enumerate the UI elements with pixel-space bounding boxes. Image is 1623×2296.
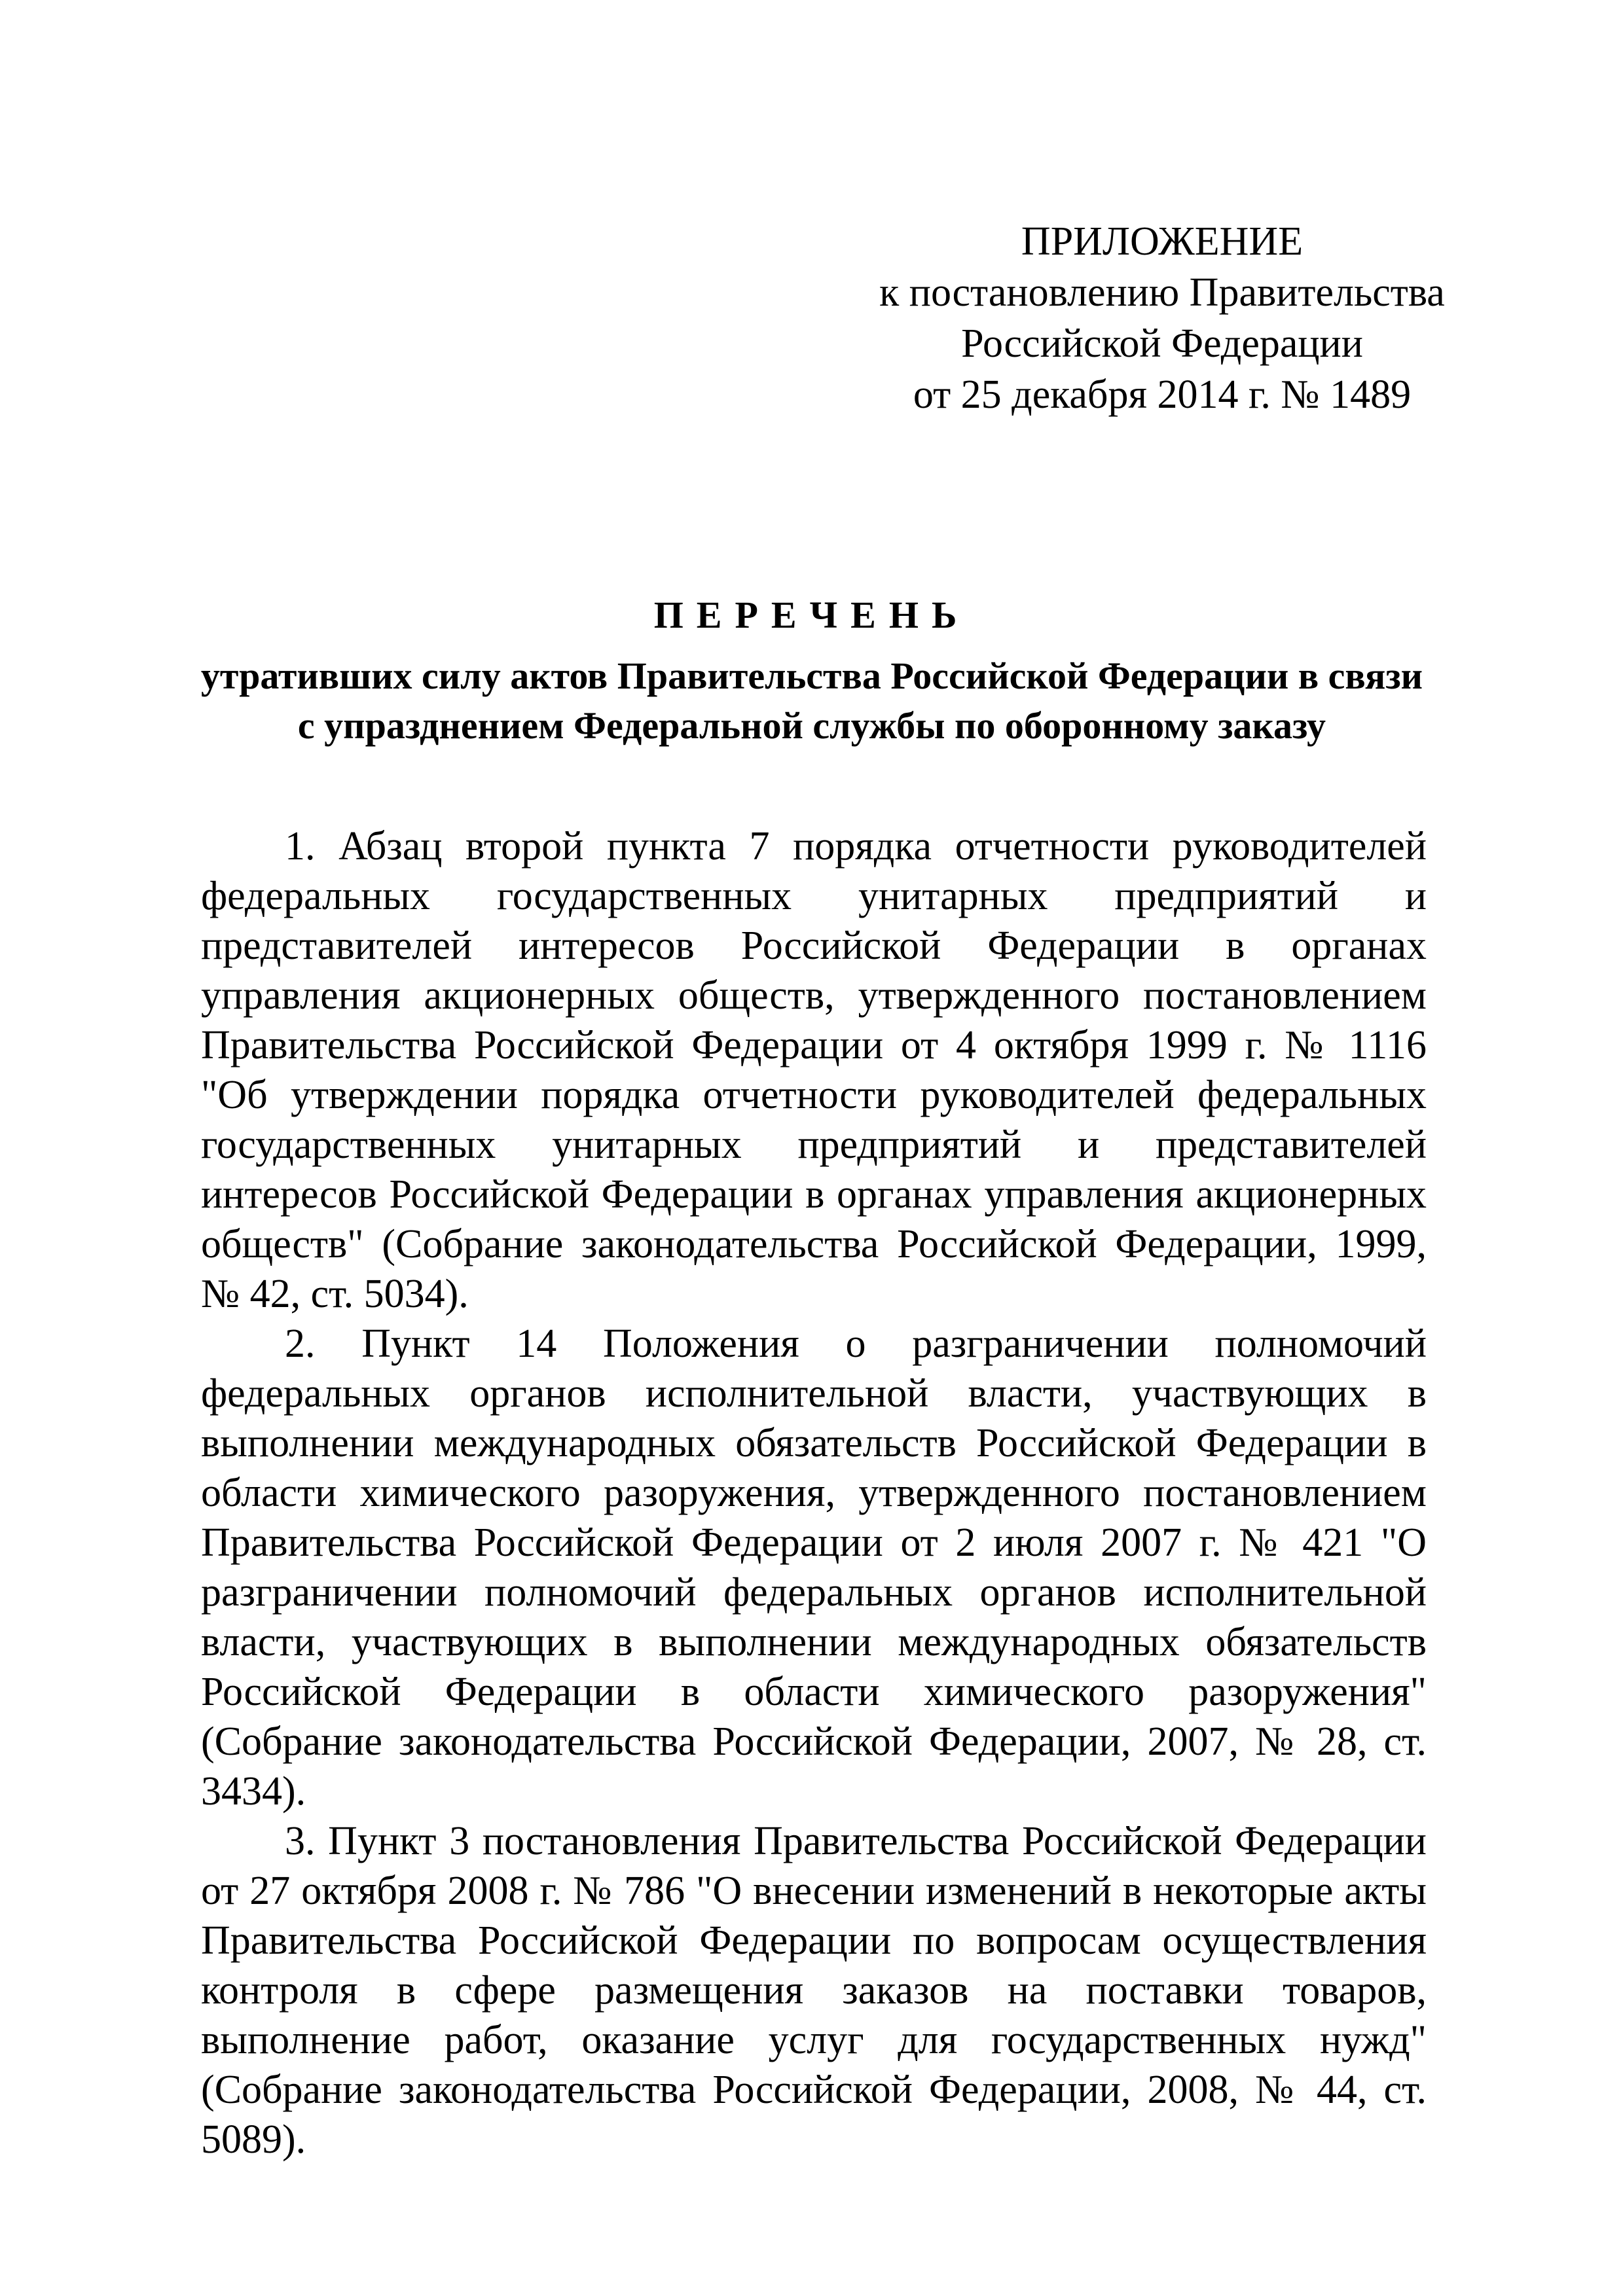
appendix-label: ПРИЛОЖЕНИЕ — [1021, 219, 1304, 264]
appendix-issuer: Российской Федерации — [961, 321, 1363, 366]
subtitle-line-1: утративших силу актов Правительства Российской Федерации в связи — [200, 655, 1423, 697]
list-item-2: 2. Пункт 14 Положения о разграничении полномочий федеральных органов исполнительной власти, участвующих в выполнении международных обязательств Российской Федерации в области химического разоружения, утвержденного постановлением Правительства Российской Федерации от 2 июля 2007 г. № 421 "О разграничении полномочий федеральных органов исполнительной власти, участвующих в выполнении международных обязательств Российской Федерации в области химического разоружения" (Собрание законодательства Российской Федерации, 2007, № 28, ст. 3434). — [201, 1321, 1427, 1814]
document-title: ПЕРЕЧЕНЬ — [653, 594, 970, 636]
appendix-header — [812, 216, 1512, 420]
appendix-reference: к постановлению Правительства — [879, 270, 1445, 315]
document-body — [201, 821, 1427, 2164]
appendix-date-number: от 25 декабря 2014 г. № 1489 — [913, 372, 1412, 417]
list-item-3: 3. Пункт 3 постановления Правительства Российской Федерации от 27 октября 2008 г. № 786 "О внесении изменений в некоторые акты Правительства Российской Федерации по вопросам осуществления контроля в сфере размещения заказов на поставки товаров, выполнение работ, оказание услуг для государственных нужд" (Собрание законодательства Российской Федерации, 2008, № 44, ст. 5089). — [201, 1819, 1427, 2162]
subtitle-line-2: с упразднением Федеральной службы по оборонному заказу — [297, 704, 1326, 747]
document-subtitle — [164, 651, 1460, 751]
list-item-1: 1. Абзац второй пункта 7 порядка отчетности руководителей федеральных государственных унитарных предприятий и представителей интересов Российской Федерации в органах управления акционерных обществ, утвержденного постановлением Правительства Российской Федерации от 4 октября 1999 г. № 1116 "Об утверждении порядка отчетности руководителей федеральных государственных унитарных предприятий и представителей интересов Российской Федерации в органах управления акционерных обществ" (Собрание законодательства Российской Федерации, 1999, № 42, ст. 5034). — [201, 824, 1427, 1316]
